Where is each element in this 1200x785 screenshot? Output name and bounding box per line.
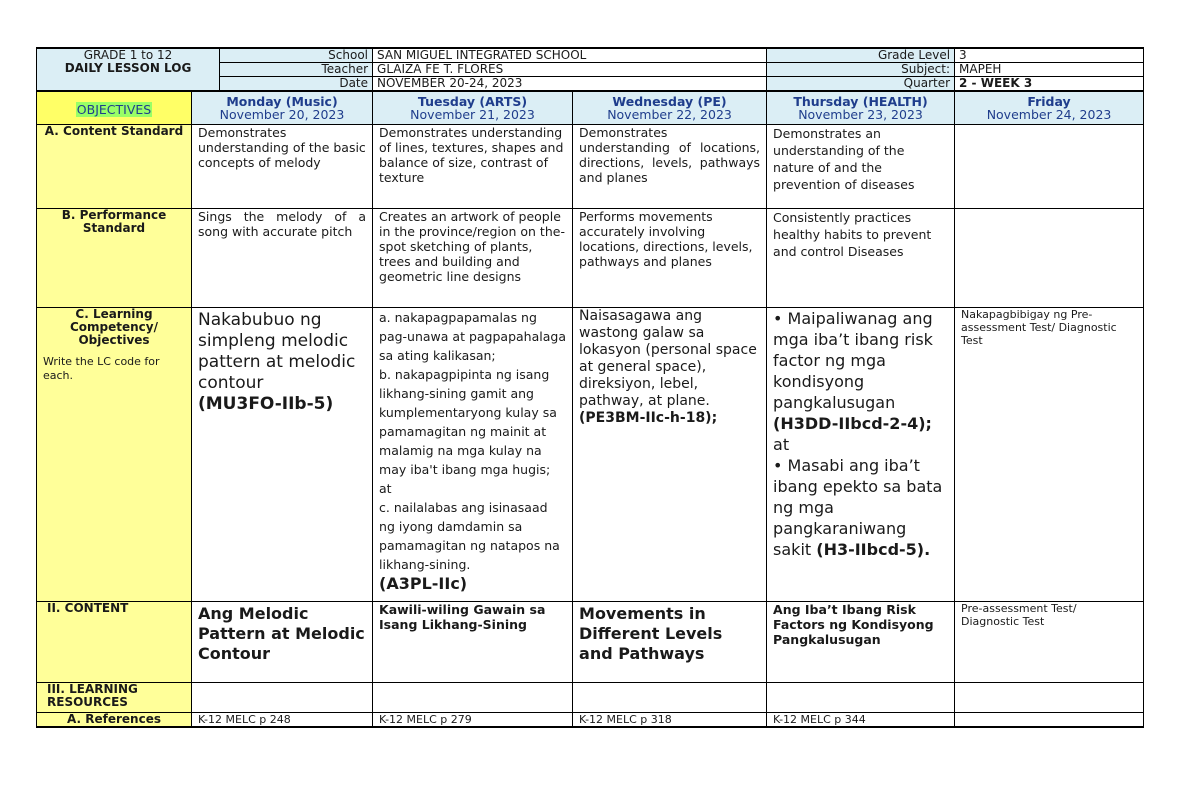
- day-name: Thursday (HEALTH): [793, 94, 928, 109]
- grade-range: GRADE 1 to 12: [83, 48, 173, 62]
- learning-resources-mon: [192, 683, 373, 713]
- day-date: November 20, 2023: [219, 107, 345, 122]
- lc-thu-1-tail: at: [773, 435, 790, 454]
- lc-tue-a: a. nakapagpapamalas ng pag-unawa at pagpapahalaga sa ating kalikasan;: [379, 310, 566, 363]
- references-row: [37, 713, 1144, 728]
- references-thu: K-12 MELC p 344: [767, 713, 955, 728]
- learning-resources-fri: [955, 683, 1144, 713]
- learning-competency-wed: [573, 308, 767, 602]
- content-thu: Ang Iba’t Ibang Risk Factors ng Kondisyong Pangkalusugan: [767, 602, 955, 683]
- lc-thu-1-code: (H3DD-IIbcd-2-4);: [773, 414, 932, 433]
- day-name: Friday: [1027, 94, 1071, 109]
- content-standard-fri: [955, 125, 1144, 209]
- grade-level-value: 3: [955, 48, 1144, 63]
- teacher-value: GLAIZA FE T. FLORES: [373, 63, 767, 77]
- day-wednesday: [573, 91, 767, 125]
- grade-level-label: Grade Level: [767, 48, 955, 63]
- lc-mon-code: (MU3FO-IIb-5): [198, 394, 334, 414]
- day-thursday: [767, 91, 955, 125]
- performance-standard-fri: [955, 209, 1144, 308]
- lc-code-note: Write the LC code for each.: [43, 355, 160, 382]
- content-label: II. CONTENT: [37, 602, 192, 683]
- lc-tue-c: c. nailalabas ang isinasaad ng iyong damdamin sa pamamagitan ng natapos na likhang-sining.: [379, 500, 560, 572]
- performance-standard-thu: Consistently practices healthy habits to prevent and control Diseases: [767, 209, 955, 308]
- performance-standard-mon: Sings the melody of a song with accurate pitch: [192, 209, 373, 308]
- references-wed: K-12 MELC p 318: [573, 713, 767, 728]
- content-standard-wed: Demonstrates understanding of locations, directions, levels, pathways and planes: [573, 125, 767, 209]
- content-fri: Pre-assessment Test/ Diagnostic Test: [955, 602, 1144, 683]
- school-value: SAN MIGUEL INTEGRATED SCHOOL: [373, 48, 767, 63]
- quarter-value: 2 - WEEK 3: [955, 77, 1144, 92]
- date-value: NOVEMBER 20-24, 2023: [373, 77, 767, 92]
- lc-thu-2-text: • Masabi ang iba’t ibang epekto sa bata ng mga pangkaraniwang sakit: [773, 456, 943, 559]
- content-wed: Movements in Different Levels and Pathways: [573, 602, 767, 683]
- content-mon: Ang Melodic Pattern at Melodic Contour: [192, 602, 373, 683]
- quarter-label: Quarter: [767, 77, 955, 92]
- lc-thu-2-code: (H3-IIbcd-5).: [816, 540, 931, 559]
- school-label: School: [220, 48, 373, 63]
- content-standard-tue: Demonstrates understanding of lines, textures, shapes and balance of size, contrast of texture: [373, 125, 573, 209]
- content-standard-thu: Demonstrates an understanding of the nature of and the prevention of diseases: [767, 125, 955, 209]
- lc-thu-1: [773, 308, 948, 455]
- performance-standard-row: [37, 209, 1144, 308]
- day-date: November 22, 2023: [607, 107, 732, 122]
- learning-resources-tue: [373, 683, 573, 713]
- references-label: A. References: [37, 713, 192, 728]
- learning-competency-tue: [373, 308, 573, 602]
- references-tue: K-12 MELC p 279: [373, 713, 573, 728]
- learning-competency-row: [37, 308, 1144, 602]
- day-monday: [192, 91, 373, 125]
- learning-competency-label-cell: [37, 308, 192, 602]
- day-name: Monday (Music): [226, 94, 338, 109]
- day-friday: [955, 91, 1144, 125]
- date-label: Date: [220, 77, 373, 92]
- header-row-school: [37, 48, 1144, 63]
- content-standard-label: A. Content Standard: [37, 125, 192, 209]
- lc-tue-b: b. nakapagpipinta ng isang likhang-sining gamit ang kumplementaryong kulay sa pamamagitan ng mainit at malamig na mga kulay na may iba't ibang mga hugis; at: [379, 367, 557, 496]
- learning-competency-mon: [192, 308, 373, 602]
- subject-label: Subject:: [767, 63, 955, 77]
- learning-resources-wed: [573, 683, 767, 713]
- lc-mon-text: Nakabubuo ng simpleng melodic pattern at melodic contour: [198, 310, 356, 393]
- objectives-text: OBJECTIVES: [76, 102, 152, 117]
- content-tue: Kawili-wiling Gawain sa Isang Likhang-Sining: [373, 602, 573, 683]
- lc-thu-2: [773, 455, 948, 560]
- day-header-row: [37, 91, 1144, 125]
- content-row: [37, 602, 1144, 683]
- learning-resources-thu: [767, 683, 955, 713]
- learning-competency-label: C. Learning Competency/ Objectives: [69, 307, 159, 347]
- references-fri: [955, 713, 1144, 728]
- learning-resources-label: III. LEARNING RESOURCES: [37, 683, 192, 713]
- day-name: Tuesday (ARTS): [417, 94, 528, 109]
- performance-standard-tue: Creates an artwork of people in the province/region on the-spot sketching of plants, trees and building and geometric line designs: [373, 209, 573, 308]
- performance-standard-label: B. Performance Standard: [37, 209, 192, 308]
- lc-thu-1-text: • Maipaliwanag ang mga iba’t ibang risk factor ng mga kondisyong pangkalusugan: [773, 309, 933, 412]
- day-date: November 23, 2023: [798, 107, 923, 122]
- objectives-label: [37, 91, 192, 125]
- learning-resources-row: [37, 683, 1144, 713]
- lc-wed-code: (PE3BM-IIc-h-18);: [579, 410, 718, 426]
- daily-lesson-log: [36, 47, 1143, 728]
- lc-wed-text: Naisasagawa ang wastong galaw sa lokasyon (personal space at general space), direksiyon, lebel, pathway, at plane.: [579, 308, 757, 409]
- day-date: November 21, 2023: [410, 107, 535, 122]
- content-standard-row: [37, 125, 1144, 209]
- grade-box: [37, 48, 220, 91]
- lc-tue-code: (A3PL-IIc): [379, 574, 468, 593]
- content-standard-mon: Demonstrates understanding of the basic concepts of melody: [192, 125, 373, 209]
- subject-value: MAPEH: [955, 63, 1144, 77]
- lesson-log-table: [36, 47, 1144, 728]
- references-mon: K-12 MELC p 248: [192, 713, 373, 728]
- learning-competency-thu: [767, 308, 955, 602]
- day-date: November 24, 2023: [986, 107, 1112, 122]
- teacher-label: Teacher: [220, 63, 373, 77]
- log-title: DAILY LESSON LOG: [64, 61, 192, 75]
- performance-standard-wed: Performs movements accurately involving locations, directions, levels, pathways and planes: [573, 209, 767, 308]
- day-tuesday: [373, 91, 573, 125]
- day-name: Wednesday (PE): [612, 94, 727, 109]
- learning-competency-fri: Nakapagbibigay ng Pre-assessment Test/ Diagnostic Test: [955, 308, 1144, 602]
